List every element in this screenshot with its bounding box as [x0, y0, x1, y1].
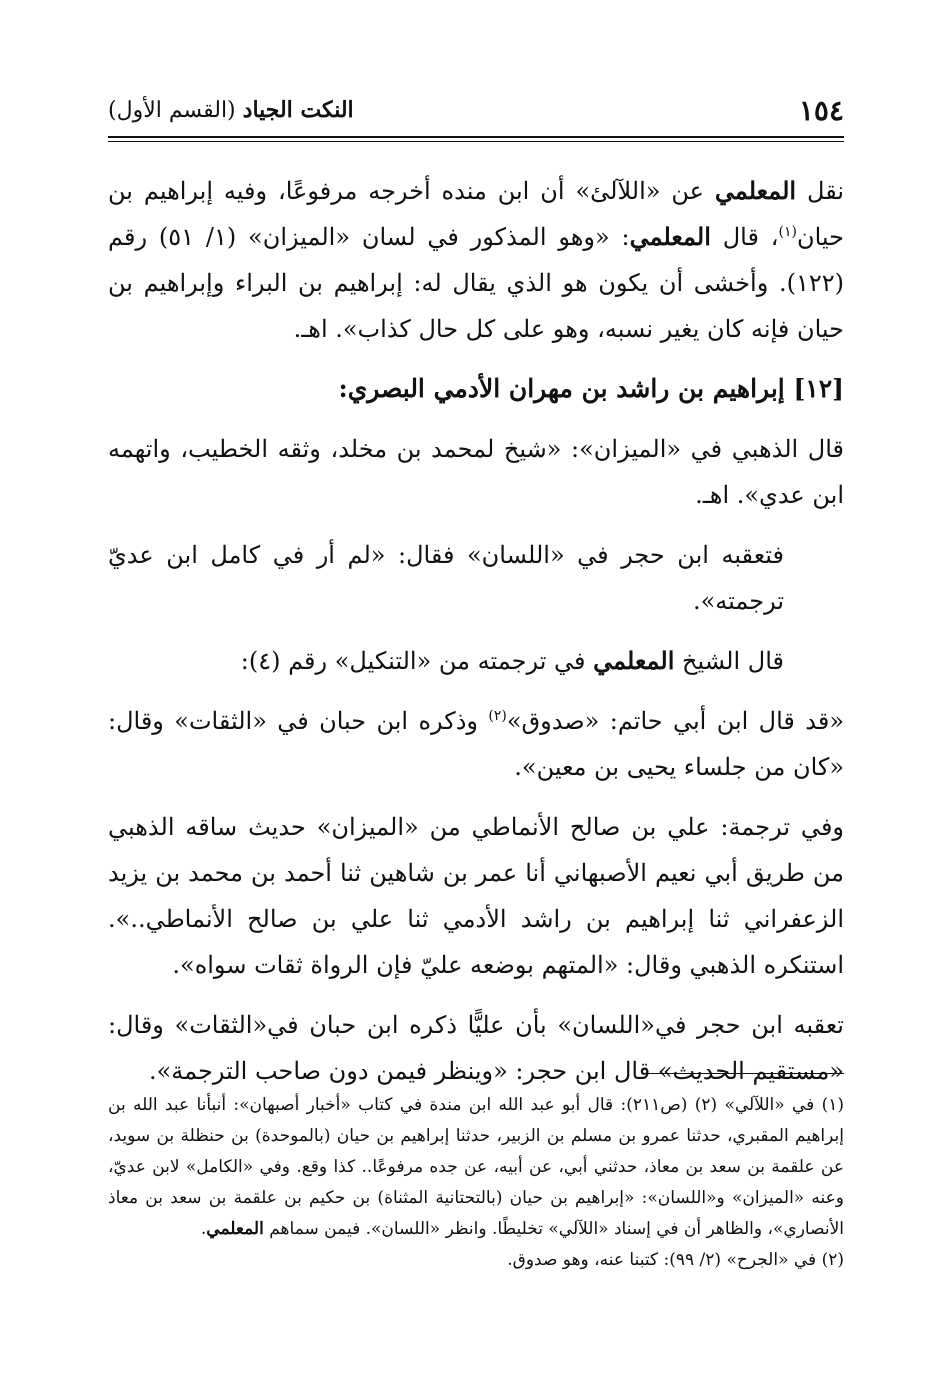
header-rule-thick — [108, 136, 844, 138]
text-run: . — [200, 1219, 207, 1239]
text-run: وذكره ابن حبان في «الثقات» وقال: «كان من جلساء يحيى بن معين». — [108, 707, 844, 781]
text-run: ، قال — [710, 223, 779, 251]
paragraph-2: قال الذهبي في «الميزان»: «شيخ لمحمد بن مخلد، وثقه الخطيب، واتهمه ابن عدي». اهـ. — [108, 435, 844, 509]
paragraph-5 — [108, 698, 844, 790]
footnote-ref-1[interactable]: (١) — [778, 224, 797, 240]
author-name-bold: المعلمي — [206, 1219, 264, 1239]
paragraph-6: وفي ترجمة: علي بن صالح الأنماطي من «الميزان» حديث ساقه الذهبي من طريق أبي نعيم الأصبهاني أنا عمر بن شاهين ثنا أحمد بن محمد بن يزيد الزعفراني ثنا إبراهيم بن راشد الأدمي ثنا علي بن صالح الأنماطي..». استنكره الذهبي وقال: «المتهم بوضعه عليّ فإن الرواة ثقات سواه». — [108, 813, 845, 979]
book-title: النكت الجياد — [242, 97, 354, 123]
footnote-ref-2[interactable]: (٢) — [488, 708, 507, 724]
author-name-bold: المعلمي — [593, 646, 675, 675]
author-name-bold: المعلمي — [714, 176, 797, 205]
header-rule-thin — [108, 141, 844, 142]
footnote-separator — [644, 1073, 844, 1074]
text-run: في ترجمته من «التنكيل» رقم (٤): — [240, 647, 594, 675]
footnotes — [108, 1090, 844, 1276]
text-run: عن «اللآلئ» أن ابن منده أخرجه مرفوعًا، وفيه إبراهيم بن حيان — [108, 177, 844, 251]
paragraph-4 — [108, 638, 844, 684]
main-text — [108, 168, 844, 1108]
page-header — [108, 92, 844, 128]
page-number: ١٥٤ — [798, 93, 844, 127]
text-run: (١) في «اللآلي» (٢) (ص٢١١): قال أبو عبد الله ابن مندة في كتاب «أخبار أصبهان»: أنبأنا عبد الله بن إبراهيم المقبري، حدثنا عمرو بن مسلم بن الزبير، حدثنا إبراهيم بن حيان (بالموحدة) بن حنظلة بن سويد، عن علقمة بن سعد بن معاذ، حدثني أبي، عن أبيه، عن جده مرفوعًا.. كذا وقع. وفي «الكامل» لابن عديّ، وعنه «الميزان» و«اللسان»: «إبراهيم بن حيان (بالتحتانية المثناة) بن حكيم بن علقمة بن سعد بن معاذ الأنصاري»، والظاهر أن في إسناد «اللآلي» تخليطًا. وانظر «اللسان». فيمن سماهم — [108, 1095, 844, 1239]
text-run: : «وهو المذكور في لسان «الميزان» (١/ ٥١) رقم (١٢٢). وأخشى أن يكون هو الذي يقال له: إبراهيم بن البراء وإبراهيم بن حيان فإنه كان يغير نسبه، وهو على كل حال كذاب». اهـ. — [108, 223, 844, 343]
text-run: نقل — [796, 177, 845, 205]
running-title — [108, 97, 354, 123]
author-name-bold: المعلمي — [629, 222, 711, 251]
footnote-1 — [108, 1090, 844, 1245]
paragraph-3: فتعقبه ابن حجر في «اللسان» فقال: «لم أر في كامل ابن عديّ ترجمته». — [108, 541, 784, 615]
footnote-2: (٢) في «الجرح» (٢/ ٩٩): كتبنا عنه، وهو صدوق. — [507, 1250, 844, 1270]
paragraph-1 — [108, 168, 844, 352]
text-run: قال الشيخ — [674, 647, 784, 675]
book-part: (القسم الأول) — [108, 98, 236, 123]
paragraph-7: تعقبه ابن حجر في«اللسان» بأن عليًّا ذكره ابن حبان في«الثقات» وقال: «مستقيم الحديث» قال ابن حجر: «وينظر فيمن دون صاحب الترجمة». — [108, 1011, 844, 1085]
entry-heading: [١٢] إبراهيم بن راشد بن مهران الأدمي البصري: — [338, 374, 844, 403]
text-run: «قد قال ابن أبي حاتم: «صدوق» — [506, 707, 845, 735]
